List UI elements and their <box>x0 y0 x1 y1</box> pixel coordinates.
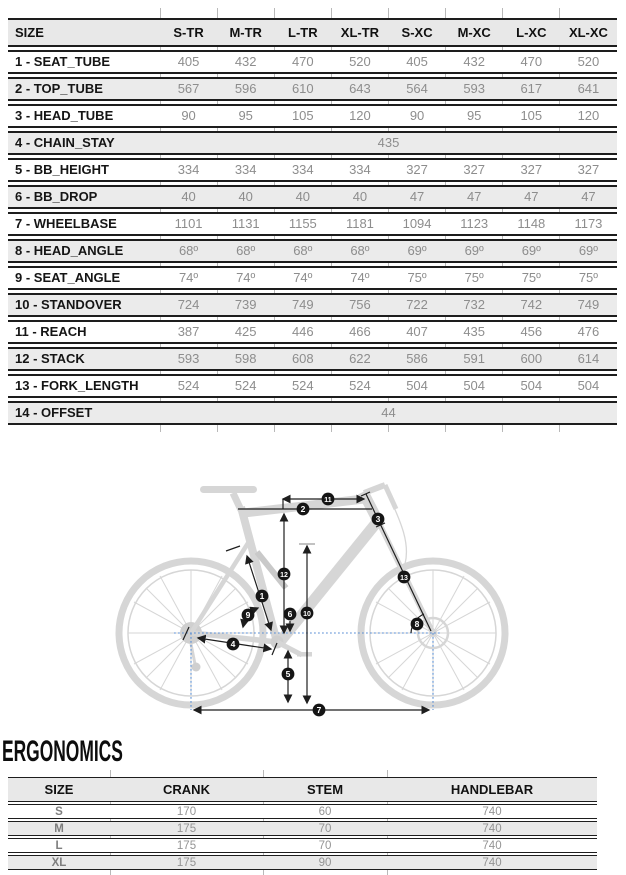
geometry-value: 504 <box>446 374 503 398</box>
geometry-column-header: M-XC <box>446 18 503 47</box>
measurement-badge-11 <box>322 493 335 506</box>
measurement-badge-5 <box>282 668 295 681</box>
ergonomics-header-row <box>8 777 597 802</box>
geometry-value: 334 <box>217 158 274 182</box>
ergonomics-title: ERGONOMICS <box>2 735 123 768</box>
ergonomics-value: 740 <box>387 855 597 870</box>
geometry-value: 47 <box>389 185 446 209</box>
geometry-value: 622 <box>331 347 388 371</box>
handlebar <box>385 485 396 509</box>
pedal <box>297 652 312 657</box>
geometry-row <box>8 104 617 128</box>
svg-text:1: 1 <box>259 591 265 601</box>
geometry-column-header: S-TR <box>160 18 217 47</box>
geometry-span-value: 44 <box>160 401 617 425</box>
geometry-row-label: 14 - OFFSET <box>8 401 160 425</box>
geometry-row-label: 10 - STANDOVER <box>8 293 160 317</box>
geometry-value: 75º <box>446 266 503 290</box>
ergonomics-value: 740 <box>387 838 597 853</box>
geometry-value: 90 <box>160 104 217 128</box>
geometry-value: 69º <box>446 239 503 263</box>
geometry-row-label: 11 - REACH <box>8 320 160 344</box>
geometry-row <box>8 374 617 398</box>
geometry-column-header: L-XC <box>503 18 560 47</box>
geometry-value: 596 <box>217 77 274 101</box>
geometry-column-header: XL-TR <box>331 18 388 47</box>
svg-text:8: 8 <box>414 619 420 629</box>
ergonomics-value: 740 <box>387 821 597 836</box>
geometry-size-header: SIZE <box>8 18 160 47</box>
geometry-value: 614 <box>560 347 617 371</box>
ergonomics-size: L <box>8 838 110 853</box>
geometry-value: 610 <box>274 77 331 101</box>
geometry-value: 68º <box>160 239 217 263</box>
ergonomics-size: M <box>8 821 110 836</box>
geometry-value: 1101 <box>160 212 217 236</box>
geometry-value: 524 <box>217 374 274 398</box>
geometry-value: 470 <box>274 50 331 74</box>
geometry-value: 74º <box>274 266 331 290</box>
svg-text:3: 3 <box>375 514 381 524</box>
geometry-value: 1173 <box>560 212 617 236</box>
geometry-column-header: S-XC <box>389 18 446 47</box>
geometry-value: 69º <box>389 239 446 263</box>
geometry-row-label: 1 - SEAT_TUBE <box>8 50 160 74</box>
measurement-badge-2 <box>297 503 310 516</box>
measurement-badge-13 <box>398 571 411 584</box>
geometry-row-label: 12 - STACK <box>8 347 160 371</box>
geometry-value: 47 <box>503 185 560 209</box>
geometry-column-header: L-TR <box>274 18 331 47</box>
stem <box>364 485 385 493</box>
svg-text:2: 2 <box>300 504 306 514</box>
ergonomics-size: XL <box>8 855 110 870</box>
geometry-value: 1148 <box>503 212 560 236</box>
geometry-value: 68º <box>217 239 274 263</box>
geometry-value: 470 <box>503 50 560 74</box>
geometry-value: 591 <box>446 347 503 371</box>
geometry-value: 446 <box>274 320 331 344</box>
geometry-value: 520 <box>560 50 617 74</box>
measurement-badge-9 <box>242 609 255 622</box>
geometry-value: 68º <box>331 239 388 263</box>
geometry-row <box>8 212 617 236</box>
geometry-value: 456 <box>503 320 560 344</box>
geometry-value: 95 <box>217 104 274 128</box>
ergonomics-column-header: SIZE <box>8 777 110 802</box>
geometry-value: 334 <box>160 158 217 182</box>
geometry-row-label: 3 - HEAD_TUBE <box>8 104 160 128</box>
geometry-value: 593 <box>160 347 217 371</box>
geometry-value: 40 <box>331 185 388 209</box>
geometry-value: 593 <box>446 77 503 101</box>
geometry-value: 105 <box>274 104 331 128</box>
geometry-value: 74º <box>217 266 274 290</box>
svg-text:9: 9 <box>245 610 251 620</box>
geometry-value: 425 <box>217 320 274 344</box>
geometry-row <box>8 320 617 344</box>
bike-geometry-diagram <box>0 452 626 734</box>
ergonomics-row <box>8 838 597 853</box>
svg-text:6: 6 <box>287 609 293 619</box>
measurement-badge-1 <box>256 590 269 603</box>
geometry-value: 334 <box>331 158 388 182</box>
geometry-value: 95 <box>446 104 503 128</box>
geometry-value: 327 <box>389 158 446 182</box>
measurement-badge-4 <box>227 638 240 651</box>
ergonomics-value: 60 <box>263 804 387 819</box>
ergonomics-value: 175 <box>110 821 263 836</box>
geometry-value: 1094 <box>389 212 446 236</box>
geometry-value: 1123 <box>446 212 503 236</box>
geometry-value: 564 <box>389 77 446 101</box>
geometry-value: 120 <box>331 104 388 128</box>
ergonomics-row <box>8 821 597 836</box>
svg-text:7: 7 <box>316 705 322 715</box>
geometry-value: 524 <box>331 374 388 398</box>
geometry-value: 1155 <box>274 212 331 236</box>
geometry-value: 40 <box>274 185 331 209</box>
ergonomics-value: 740 <box>387 804 597 819</box>
geometry-value: 476 <box>560 320 617 344</box>
geometry-header-row <box>8 18 617 47</box>
geometry-row <box>8 50 617 74</box>
geometry-row-label: 6 - BB_DROP <box>8 185 160 209</box>
geometry-value: 524 <box>160 374 217 398</box>
geometry-value: 105 <box>503 104 560 128</box>
bike-geometry-spec-page <box>0 8 626 869</box>
geometry-value: 1131 <box>217 212 274 236</box>
geometry-value: 600 <box>503 347 560 371</box>
geometry-column-header: XL-XC <box>560 18 617 47</box>
ergonomics-column-header: CRANK <box>110 777 263 802</box>
geometry-value: 75º <box>389 266 446 290</box>
geometry-row-label: 5 - BB_HEIGHT <box>8 158 160 182</box>
geometry-value: 724 <box>160 293 217 317</box>
geometry-row <box>8 401 617 425</box>
measurement-badge-8 <box>411 618 424 631</box>
geometry-value: 466 <box>331 320 388 344</box>
geometry-row-label: 9 - SEAT_ANGLE <box>8 266 160 290</box>
geometry-column-header: M-TR <box>217 18 274 47</box>
ergonomics-value: 170 <box>110 804 263 819</box>
measurement-badge-6 <box>284 608 297 621</box>
geometry-table <box>8 15 617 428</box>
bike-silhouette <box>119 485 505 705</box>
geometry-value: 756 <box>331 293 388 317</box>
ergonomics-size: S <box>8 804 110 819</box>
geometry-value: 641 <box>560 77 617 101</box>
geometry-row <box>8 239 617 263</box>
geometry-value: 432 <box>217 50 274 74</box>
geometry-value: 1181 <box>331 212 388 236</box>
geometry-value: 504 <box>560 374 617 398</box>
geometry-value: 435 <box>446 320 503 344</box>
geometry-row <box>8 293 617 317</box>
geometry-value: 608 <box>274 347 331 371</box>
geometry-value: 749 <box>560 293 617 317</box>
svg-text:4: 4 <box>230 639 236 649</box>
geometry-value: 47 <box>446 185 503 209</box>
geometry-value: 524 <box>274 374 331 398</box>
ergonomics-column-header: STEM <box>263 777 387 802</box>
svg-text:5: 5 <box>285 669 291 679</box>
geometry-value: 405 <box>160 50 217 74</box>
ergonomics-value: 70 <box>263 838 387 853</box>
geometry-value: 504 <box>389 374 446 398</box>
geometry-value: 722 <box>389 293 446 317</box>
geometry-row <box>8 158 617 182</box>
geometry-row <box>8 185 617 209</box>
ergonomics-value: 175 <box>110 838 263 853</box>
geometry-value: 69º <box>503 239 560 263</box>
geometry-value: 68º <box>274 239 331 263</box>
geometry-value: 732 <box>446 293 503 317</box>
geometry-value: 40 <box>160 185 217 209</box>
geometry-value: 520 <box>331 50 388 74</box>
svg-text:10: 10 <box>303 611 311 618</box>
geometry-value: 40 <box>217 185 274 209</box>
ergonomics-value: 175 <box>110 855 263 870</box>
geometry-value: 598 <box>217 347 274 371</box>
geometry-value: 739 <box>217 293 274 317</box>
geometry-table-wrapper <box>8 8 617 432</box>
geometry-value: 74º <box>331 266 388 290</box>
geometry-value: 47 <box>560 185 617 209</box>
geometry-row-label: 2 - TOP_TUBE <box>8 77 160 101</box>
geometry-value: 74º <box>160 266 217 290</box>
geometry-value: 432 <box>446 50 503 74</box>
geometry-value: 567 <box>160 77 217 101</box>
geometry-value: 75º <box>503 266 560 290</box>
geometry-value: 120 <box>560 104 617 128</box>
geometry-row-label: 8 - HEAD_ANGLE <box>8 239 160 263</box>
ergonomics-value: 90 <box>263 855 387 870</box>
ergonomics-row <box>8 855 597 870</box>
geometry-value: 504 <box>503 374 560 398</box>
svg-text:12: 12 <box>280 572 288 579</box>
geometry-row <box>8 347 617 371</box>
measurement-badge-3 <box>372 513 385 526</box>
svg-text:13: 13 <box>400 575 408 582</box>
ergonomics-column-header: HANDLEBAR <box>387 777 597 802</box>
ergonomics-table <box>8 775 597 872</box>
geometry-row <box>8 266 617 290</box>
measurement-lines <box>183 492 431 710</box>
geometry-value: 327 <box>446 158 503 182</box>
geometry-value: 334 <box>274 158 331 182</box>
geometry-value: 75º <box>560 266 617 290</box>
measurement-badge-7 <box>313 704 326 717</box>
geometry-value: 327 <box>503 158 560 182</box>
geometry-row <box>8 77 617 101</box>
geometry-value: 69º <box>560 239 617 263</box>
saddle <box>200 486 257 493</box>
geometry-value: 405 <box>389 50 446 74</box>
geometry-value: 749 <box>274 293 331 317</box>
ergonomics-value: 70 <box>263 821 387 836</box>
ergonomics-row <box>8 804 597 819</box>
geometry-value: 742 <box>503 293 560 317</box>
geometry-value: 643 <box>331 77 388 101</box>
geometry-value: 327 <box>560 158 617 182</box>
measurement-badge-10 <box>301 607 314 620</box>
geometry-value: 387 <box>160 320 217 344</box>
geometry-row-label: 7 - WHEELBASE <box>8 212 160 236</box>
geometry-row-label: 13 - FORK_LENGTH <box>8 374 160 398</box>
ergonomics-table-wrapper <box>8 770 597 875</box>
geometry-value: 586 <box>389 347 446 371</box>
geometry-row <box>8 131 617 155</box>
measurement-badge-12 <box>278 568 291 581</box>
geometry-value: 617 <box>503 77 560 101</box>
geometry-value: 407 <box>389 320 446 344</box>
geometry-span-value: 435 <box>160 131 617 155</box>
geometry-value: 90 <box>389 104 446 128</box>
svg-text:11: 11 <box>324 497 332 504</box>
geometry-row-label: 4 - CHAIN_STAY <box>8 131 160 155</box>
